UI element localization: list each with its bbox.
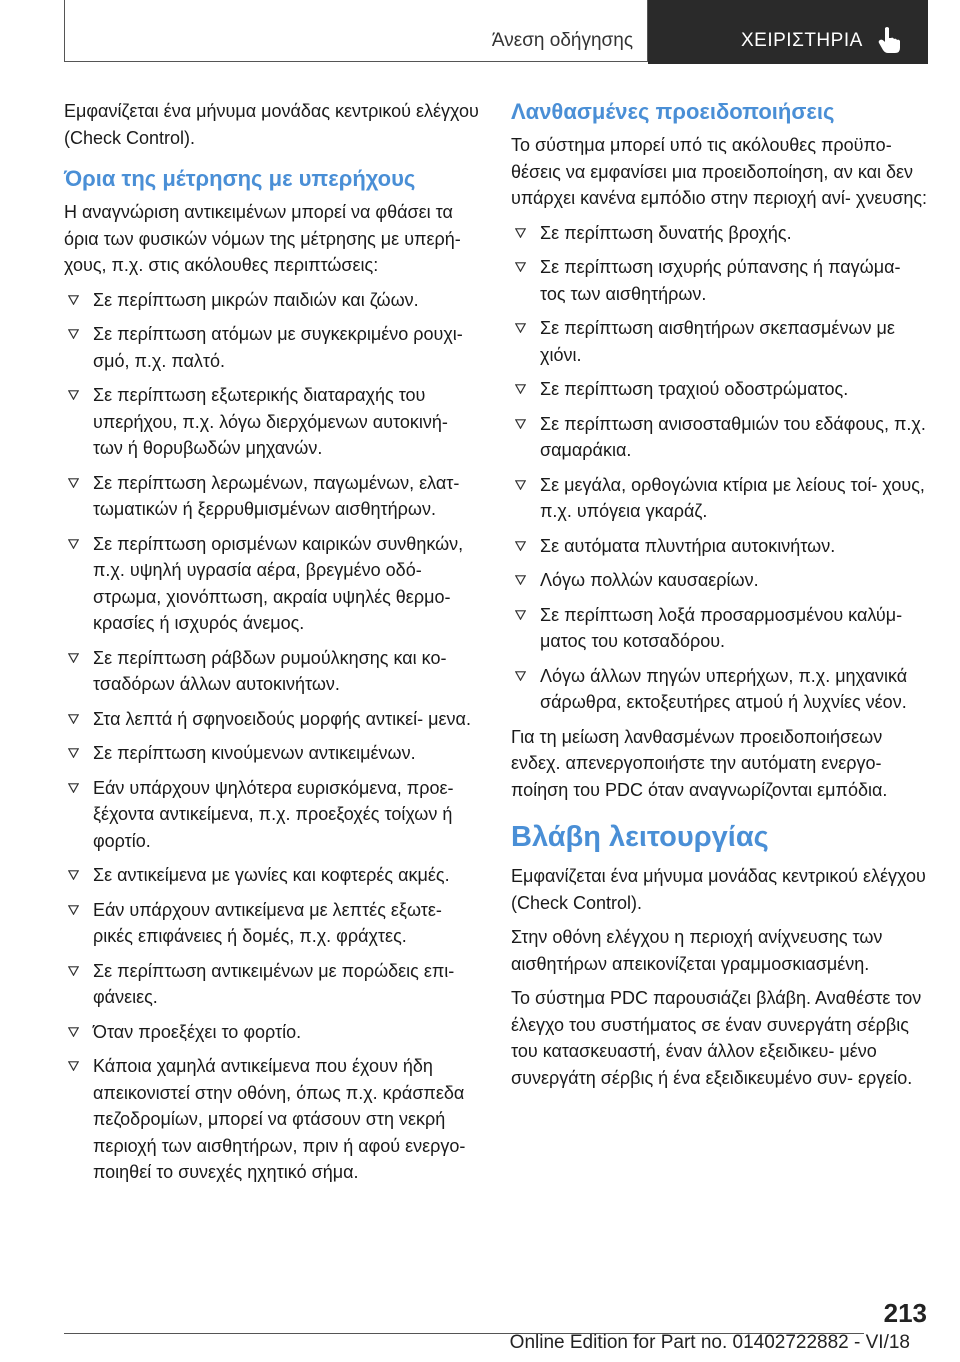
limits-list bbox=[64, 287, 482, 1186]
triangle-bullet-icon bbox=[68, 748, 79, 758]
triangle-bullet-icon bbox=[515, 575, 526, 585]
list-item-text: Όταν προεξέχει το φορτίο. bbox=[93, 1021, 302, 1042]
list-item bbox=[64, 321, 482, 374]
list-item-text: Σε περίπτωση ισχυρής ρύπανσης ή παγώμα‐ τος των αισθητήρων. bbox=[540, 257, 901, 304]
false-warnings-paragraph: Το σύστημα μπορεί υπό τις ακόλουθες προϋπο‐ θέσεις να εμφανίσει μια προειδοποίηση, αν και δεν υπάρχει κανένα εμπόδιο στην περιοχή ανί‐ χνευσης: bbox=[511, 135, 928, 208]
page-number: 213 bbox=[883, 1298, 927, 1328]
list-item-text: Σε περίπτωση τραχιού οδοστρώματος. bbox=[540, 379, 849, 399]
triangle-bullet-icon bbox=[68, 329, 79, 339]
list-item bbox=[64, 287, 482, 314]
list-item-text: Εάν υπάρχουν ψηλότερα ευρισκόμενα, προε‐ ξέχοντα αντικείμενα, π.χ. προεξοχές τοίχων ή φορτίο. bbox=[93, 777, 454, 851]
list-item bbox=[64, 706, 482, 733]
section-heading-false-warnings: Λανθασμένες προειδοποιήσεις bbox=[511, 99, 835, 124]
triangle-bullet-icon bbox=[68, 478, 79, 488]
header-chapter-box bbox=[648, 0, 928, 64]
list-item bbox=[511, 663, 929, 716]
list-item bbox=[64, 382, 482, 462]
list-item-text: Λόγω πολλών καυσαερίων. bbox=[540, 570, 759, 590]
triangle-bullet-icon bbox=[68, 870, 79, 880]
list-item-text: Σε περίπτωση κινούμενων αντικειμένων. bbox=[93, 743, 416, 763]
triangle-bullet-icon bbox=[515, 323, 526, 333]
malfunction-paragraph-2: Στην οθόνη ελέγχου η περιοχή ανίχνευσης των αισθητήρων απεικονίζεται γραμμοσκιασμένη. bbox=[511, 927, 883, 974]
triangle-bullet-icon bbox=[68, 390, 79, 400]
false-warnings-list bbox=[511, 220, 929, 716]
intro-text: Εμφανίζεται ένα μήνυμα μονάδας κεντρικού ελέγχου (Check Control). bbox=[64, 101, 479, 148]
list-item-text: Σε αντικείμενα με γωνίες και κοφτερές ακμές. bbox=[93, 865, 450, 885]
triangle-bullet-icon bbox=[68, 783, 79, 793]
list-item bbox=[511, 602, 929, 655]
list-item bbox=[64, 897, 482, 950]
list-item-text: Σε περίπτωση ορισμένων καιρικών συνθηκών, π.χ. υψηλή υγρασία αέρα, βρεγμένο οδό‐ στρωμα, χιονόπτωση, ακραία υψηλές θερμο‐ κρασίες ή ισχυρός άνεμος. bbox=[93, 533, 464, 633]
list-item bbox=[64, 862, 482, 889]
triangle-bullet-icon bbox=[68, 966, 79, 976]
list-item bbox=[64, 1053, 482, 1186]
header-section-box bbox=[64, 0, 648, 62]
list-item-text: Σε περίπτωση λοξά προσαρμοσμένου καλύμ‐ ματος του κοτσαδόρου. bbox=[540, 604, 903, 651]
list-item-text: Σε περίπτωση μικρών παιδιών και ζώων. bbox=[93, 289, 419, 310]
reduction-paragraph: Για τη μείωση λανθασμένων προειδοποιήσεων ενδεχ. απενεργοποιήστε την αυτόματη ενεργο‐ ποίηση του PDC όταν αναγνωρίζονται εμπόδια. bbox=[511, 726, 888, 800]
list-item-text: Σε περίπτωση ατόμων με συγκεκριμένο ρουχι‐ σμό, π.χ. παλτό. bbox=[93, 324, 463, 371]
triangle-bullet-icon bbox=[68, 714, 79, 724]
hand-pointer-icon bbox=[877, 26, 903, 54]
list-item bbox=[64, 470, 482, 523]
list-item bbox=[511, 220, 929, 247]
triangle-bullet-icon bbox=[68, 539, 79, 549]
list-item-text: Σε μεγάλα, ορθογώνια κτίρια με λείους τοί‐ χους, π.χ. υπόγεια γκαράζ. bbox=[540, 474, 925, 521]
triangle-bullet-icon bbox=[68, 295, 79, 305]
triangle-bullet-icon bbox=[515, 671, 526, 681]
triangle-bullet-icon bbox=[515, 610, 526, 620]
chapter-title: ΧΕΙΡΙΣΤΗΡΙΑ bbox=[741, 30, 863, 51]
list-item-text: Εάν υπάρχουν αντικείμενα με λεπτές εξωτε‐ ρικές επιφάνειες ή δομές, π.χ. φράχτες. bbox=[93, 899, 442, 946]
list-item bbox=[511, 315, 929, 368]
triangle-bullet-icon bbox=[515, 262, 526, 272]
triangle-bullet-icon bbox=[515, 480, 526, 490]
list-item-text: Σε περίπτωση ράβδων ρυμούλκησης και κο‐ τσαδόρων άλλων αυτοκινήτων. bbox=[93, 647, 447, 694]
list-item bbox=[511, 254, 929, 307]
malfunction-paragraph-1: Εμφανίζεται ένα μήνυμα μονάδας κεντρικού ελέγχου (Check Control). bbox=[511, 866, 926, 913]
triangle-bullet-icon bbox=[68, 1061, 79, 1071]
section-heading-limits: Όρια της μέτρησης με υπερήχους bbox=[64, 166, 416, 191]
list-item-text: Σε περίπτωση ανισοσταθμιών του εδάφους, π.χ. σαμαράκια. bbox=[540, 413, 926, 460]
triangle-bullet-icon bbox=[68, 1027, 79, 1037]
list-item-text: Σε περίπτωση λερωμένων, παγωμένων, ελατ‐ τωματικών ή ξερρυθμισμένων αισθητήρων. bbox=[93, 472, 460, 519]
list-item-text: Σε αυτόματα πλυντήρια αυτοκινήτων. bbox=[540, 535, 836, 556]
triangle-bullet-icon bbox=[515, 228, 526, 238]
right-column bbox=[511, 98, 929, 1099]
list-item bbox=[511, 472, 929, 525]
triangle-bullet-icon bbox=[68, 905, 79, 915]
left-column bbox=[64, 98, 482, 1194]
section-heading-malfunction: Βλάβη λειτουργίας bbox=[511, 821, 769, 853]
list-item bbox=[511, 376, 929, 403]
list-item-text: Σε περίπτωση αντικειμένων με πορώδεις επι‐ φάνειες. bbox=[93, 960, 455, 1007]
list-item bbox=[64, 775, 482, 855]
triangle-bullet-icon bbox=[515, 541, 526, 551]
limits-paragraph: Η αναγνώριση αντικειμένων μπορεί να φθάσει τα όρια των φυσικών νόμων της μέτρησης με υπερή‐ χους, π.χ. στις ακόλουθες περιπτώσεις: bbox=[64, 202, 461, 275]
triangle-bullet-icon bbox=[515, 419, 526, 429]
list-item bbox=[64, 740, 482, 767]
list-item-text: Κάποια χαμηλά αντικείμενα που έχουν ήδη απεικονιστεί στην οθόνη, όπως π.χ. κράσπεδα πεζοδρομίων, μπορεί να φτάσουν στη νεκρή περιοχή των αισθητήρων, πριν ή αφού ενεργο‐ ποιηθεί το συνεχές ηχητικό σήμα. bbox=[93, 1056, 466, 1182]
list-item bbox=[64, 1019, 482, 1046]
list-item-text: Σε περίπτωση εξωτερικής διαταραχής του υπερήχου, π.χ. λόγω διερχόμενων αυτοκινή‐ των ή θορυβωδών μηχανών. bbox=[93, 385, 448, 458]
page-header bbox=[64, 0, 928, 64]
list-item bbox=[511, 411, 929, 464]
list-item bbox=[64, 645, 482, 698]
list-item bbox=[511, 567, 929, 594]
list-item-text: Στα λεπτά ή σφηνοειδούς μορφής αντικεί‐ μενα. bbox=[93, 708, 471, 729]
section-title: Άνεση οδήγησης bbox=[491, 30, 633, 51]
edition-footer: Online Edition for Part no. 01402722882 - VI/18 bbox=[509, 1332, 910, 1353]
list-item bbox=[511, 533, 929, 560]
malfunction-paragraph-3: Το σύστημα PDC παρουσιάζει βλάβη. Αναθέστε τον έλεγχο του συστήματος σε έναν συνεργάτη σέρβις του κατασκευαστή, έναν άλλον εξειδικευ‐ μένο συνεργάτη σέρβις ή ένα εξειδικευμένο συν‐ εργείο. bbox=[511, 988, 922, 1088]
list-item bbox=[64, 958, 482, 1011]
list-item-text: Σε περίπτωση δυνατής βροχής. bbox=[540, 222, 792, 243]
triangle-bullet-icon bbox=[68, 653, 79, 663]
list-item-text: Σε περίπτωση αισθητήρων σκεπασμένων με χιόνι. bbox=[540, 318, 895, 365]
list-item bbox=[64, 531, 482, 637]
list-item-text: Λόγω άλλων πηγών υπερήχων, π.χ. μηχανικά σάρωθρα, εκτοξευτήρες ατμού ή λυχνίες νέον. bbox=[540, 665, 908, 712]
triangle-bullet-icon bbox=[515, 384, 526, 394]
